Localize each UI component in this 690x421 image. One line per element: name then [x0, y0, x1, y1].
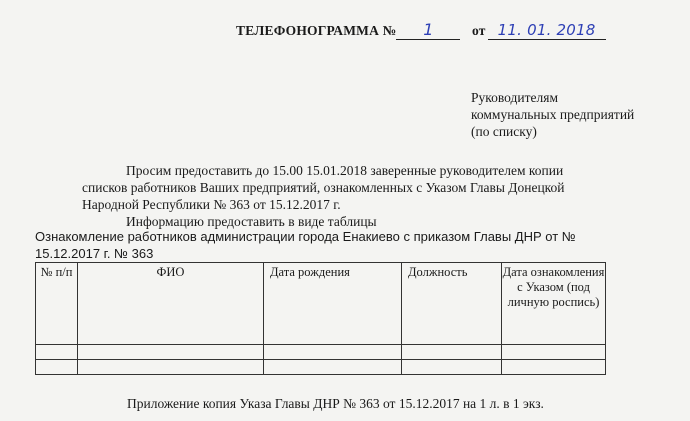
column-header-birth-date: Дата рождения: [264, 263, 402, 345]
body-line-1: Просим предоставить до 15.00 15.01.2018 заверенные руководителем копии: [126, 163, 564, 178]
addressee-line-2: коммунальных предприятий: [471, 107, 635, 122]
table-cell: [502, 360, 606, 375]
table-cell: [264, 345, 402, 360]
handwritten-number: 1: [423, 20, 434, 39]
table-caption-line-2: 15.12.2017 г. № 363: [35, 246, 154, 261]
date-field: [488, 21, 606, 40]
column-header-acknowledgement-date: Дата ознакомления с Указом (под личную роспись): [502, 263, 606, 345]
table-cell: [36, 360, 78, 375]
table-cell: [78, 360, 264, 375]
title-text: ТЕЛЕФОНОГРАММА №: [236, 23, 397, 38]
table-cell: [402, 360, 502, 375]
column-header-fio: ФИО: [78, 263, 264, 345]
from-label: от: [471, 23, 486, 38]
table-cell: [402, 345, 502, 360]
table-header-row: [36, 263, 606, 345]
document-title: [236, 20, 606, 40]
table-cell: [36, 345, 78, 360]
number-field: [396, 20, 460, 40]
column-header-number: № п/п: [36, 263, 78, 345]
addressee-line-1: Руководителям: [471, 90, 558, 105]
column-header-position: Должность: [402, 263, 502, 345]
body-line-2: списков работников Ваших предприятий, ознакомленных с Указом Главы Донецкой: [82, 180, 565, 195]
addressee-line-3: (по списку): [471, 124, 537, 139]
attachment-note: Приложение копия Указа Главы ДНР № 363 от 15.12.2017 на 1 л. в 1 экз.: [127, 396, 544, 411]
table-cell: [502, 345, 606, 360]
body-line-3: Народной Республики № 363 от 15.12.2017 г.: [82, 197, 341, 212]
table-cell: [264, 360, 402, 375]
table-row: [36, 360, 606, 375]
handwritten-date: 11. 01. 2018: [497, 21, 596, 39]
table-row: [36, 345, 606, 360]
table-cell: [78, 345, 264, 360]
table-caption-line-1: Ознакомление работников администрации города Енакиево с приказом Главы ДНР от №: [35, 229, 576, 244]
body-line-4: Информацию предоставить в виде таблицы: [126, 214, 377, 229]
acknowledgement-table: [35, 262, 606, 375]
